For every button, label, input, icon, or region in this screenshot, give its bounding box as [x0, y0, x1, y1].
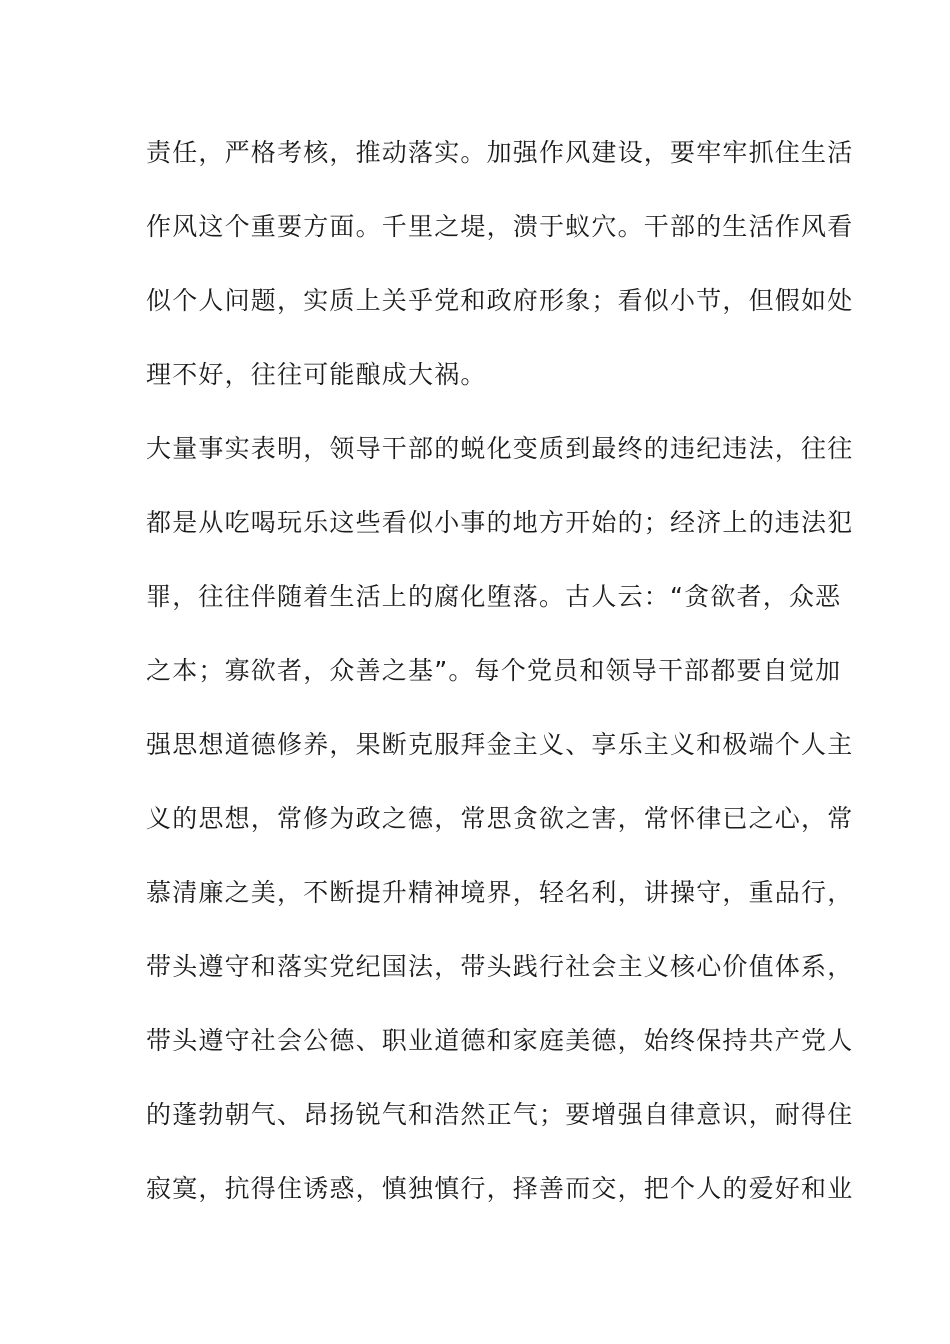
text-line: 大量事实表明，领导干部的蜕化变质到最终的违纪违法，往往 — [146, 434, 854, 463]
text-line: 都是从吃喝玩乐这些看似小事的地方开始的；经济上的违法犯 — [146, 508, 854, 537]
text-line: 罪，往往伴随着生活上的腐化堕落。古人云：“贪欲者，众恶 — [146, 582, 842, 611]
text-line: 带头遵守社会公德、职业道德和家庭美德，始终保持共产党人 — [146, 1026, 854, 1055]
text-line: 之本；寡欲者，众善之基”。每个党员和领导干部都要自觉加 — [146, 656, 842, 685]
text-line: 带头遵守和落实党纪国法，带头践行社会主义核心价值体系， — [146, 952, 854, 981]
text-line: 寂寞，抗得住诱惑，慎独慎行，择善而交，把个人的爱好和业 — [146, 1174, 854, 1203]
text-line: 的蓬勃朝气、昂扬锐气和浩然正气；要增强自律意识，耐得住 — [146, 1100, 854, 1129]
text-line: 似个人问题，实质上关乎党和政府形象；看似小节，但假如处 — [146, 286, 854, 315]
text-line: 作风这个重要方面。千里之堤，溃于蚁穴。干部的生活作风看 — [146, 212, 854, 241]
text-line: 慕清廉之美，不断提升精神境界，轻名利，讲操守，重品行， — [146, 878, 854, 907]
text-line: 理不好，往往可能酿成大祸。 — [146, 360, 487, 389]
text-line: 强思想道德修养，果断克服拜金主义、享乐主义和极端个人主 — [146, 730, 854, 759]
text-line: 义的思想，常修为政之德，常思贪欲之害，常怀律已之心，常 — [146, 804, 854, 833]
text-line: 责任，严格考核，推动落实。加强作风建设，要牢牢抓住生活 — [146, 138, 854, 167]
